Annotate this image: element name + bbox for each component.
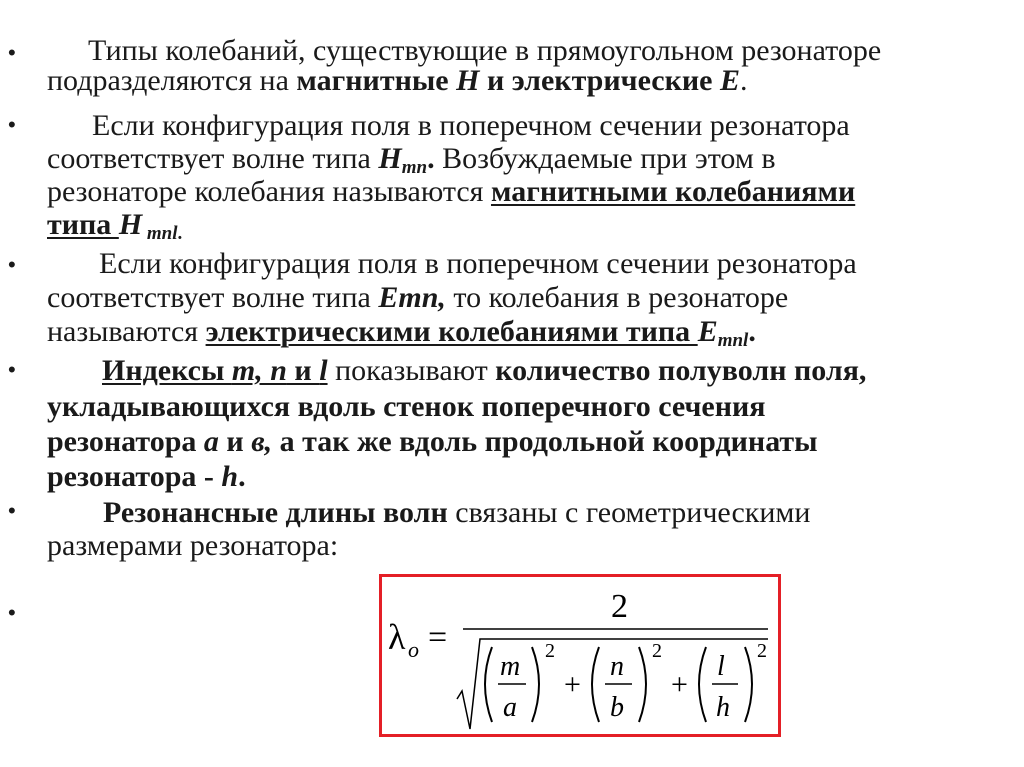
text-line: резонатора - h. [47, 460, 246, 493]
text-line: Типы колебаний, существующие в прямоугольном резонаторе [88, 34, 882, 67]
text-line: соответствует волне типа $H_{mn}$. Возбуждаемые при этом в [47, 142, 776, 178]
plus-sign: + [671, 668, 688, 701]
lambda-symbol: λ [388, 617, 406, 657]
bullet: • [8, 357, 16, 382]
bullet: • [8, 252, 16, 277]
left-paren [485, 647, 492, 722]
right-paren [745, 647, 752, 722]
l-symbol: l [717, 651, 725, 682]
b-symbol: b [610, 692, 624, 723]
left-paren [592, 647, 599, 722]
text-line: Если конфигурация поля в поперечном сечении резонатора [92, 109, 850, 142]
text-line: соответствует волне типа Emn, то колебания в резонаторе [47, 281, 789, 314]
lambda-subscript: o [408, 637, 419, 662]
bullet: • [8, 498, 16, 523]
m-symbol: m [500, 651, 521, 682]
equals-sign: = [428, 619, 448, 656]
bullet: • [8, 40, 16, 65]
right-paren [639, 647, 646, 722]
text-line: Индексы m, n и l показывают количество полуволн поля, [102, 354, 867, 387]
text-line: Если конфигурация поля в поперечном сечении резонатора [99, 247, 857, 280]
text-line: подразделяются на магнитные H и электрические E. [47, 64, 748, 97]
formula-box [379, 574, 781, 737]
plus-sign: + [564, 668, 581, 701]
numerator: 2 [611, 588, 628, 625]
bullet: • [8, 112, 16, 137]
right-paren [532, 647, 539, 722]
exponent: 2 [652, 640, 662, 662]
text-line: размерами резонатора: [47, 529, 339, 562]
bullet: • [8, 600, 16, 625]
n-symbol: n [610, 651, 624, 682]
text-line: резонаторе колебания называются магнитными колебаниями [47, 175, 856, 208]
h-symbol: h [716, 692, 730, 723]
text-line: резонатора a и в, а так же вдоль продольной координаты [47, 425, 818, 458]
resonant-wavelength-formula [382, 577, 778, 734]
left-paren [699, 647, 706, 722]
text-line: называются электрическими колебаниями типа $E_{mnl}$. [47, 315, 756, 351]
exponent: 2 [545, 640, 555, 662]
exponent: 2 [757, 640, 767, 662]
text-line: укладывающихся вдоль стенок поперечного сечения [47, 390, 766, 423]
text-line: Резонансные длины волн связаны с геометрическими [103, 496, 811, 529]
text-line: типа H $_{mnl.}$ [47, 208, 183, 244]
a-symbol: a [503, 692, 517, 723]
